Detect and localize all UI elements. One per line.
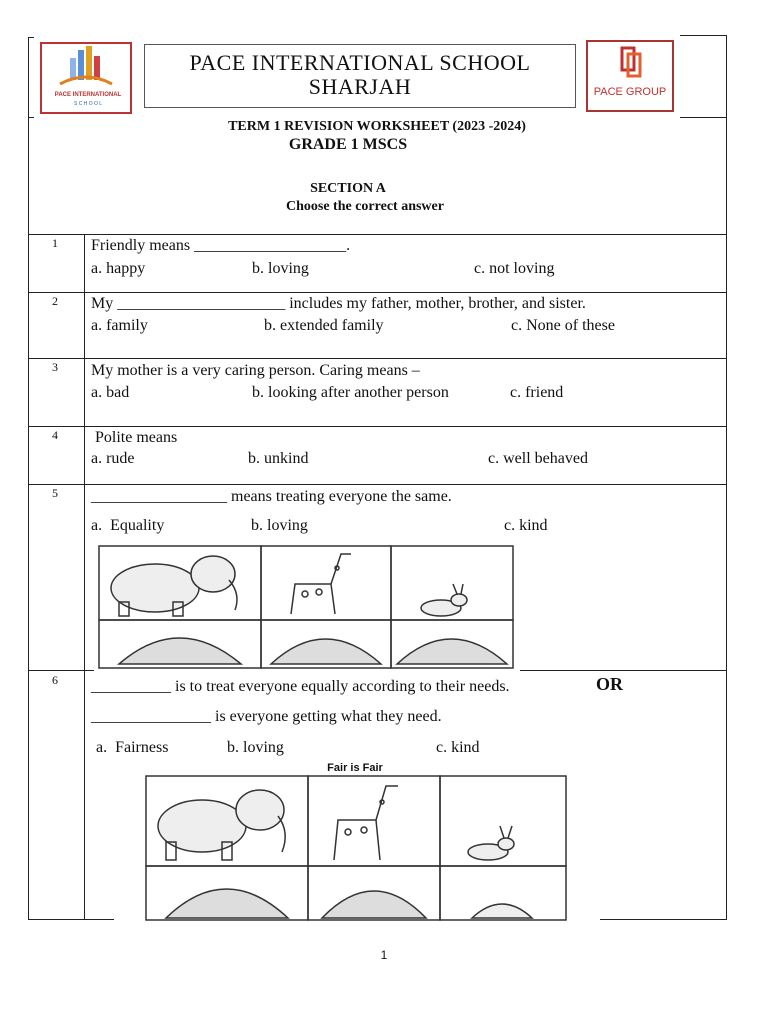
pace-group-icon [588, 42, 672, 86]
fairness-illustration [122, 760, 588, 922]
option-a: a. happy [91, 260, 146, 277]
option-c: c. kind [504, 517, 548, 534]
option-b: b. loving [251, 517, 308, 534]
figure-title: Fair is Fair [327, 762, 383, 774]
question-number: 1 [52, 236, 58, 250]
option-a: a. family [91, 317, 148, 334]
school-logo [40, 42, 132, 114]
question-text: My mother is a very caring person. Caring means – [91, 362, 420, 379]
page-number: 1 [380, 948, 388, 962]
option-a: a. rude [91, 450, 135, 467]
option-c: c. friend [510, 384, 564, 401]
option-b: b. unkind [248, 450, 309, 467]
question-text: Friendly means ___________________. [91, 237, 351, 254]
school-name-line2: SHARJAH [308, 74, 412, 99]
question-number: 2 [52, 294, 58, 308]
equality-illustration [95, 544, 517, 670]
school-name-box [144, 44, 576, 108]
question-number: 6 [52, 673, 58, 687]
logo-text: PACE INTERNATIONAL [54, 92, 122, 98]
question-number: 5 [52, 486, 58, 500]
option-b: b. extended family [264, 317, 384, 334]
question-number: 4 [52, 428, 58, 442]
grade-title: GRADE 1 MSCS [288, 136, 408, 153]
option-c: c. None of these [511, 317, 615, 334]
school-name-line1: PACE INTERNATIONAL SCHOOL [189, 50, 531, 75]
group-logo-text: PACE GROUP [593, 86, 667, 98]
option-b: b. loving [227, 739, 284, 756]
option-a: a. Fairness [96, 739, 169, 756]
option-a: a. Equality [91, 517, 165, 534]
option-c: c. kind [436, 739, 480, 756]
group-logo [586, 40, 674, 112]
section-title: SECTION A [310, 181, 386, 196]
worksheet-title: TERM 1 REVISION WORKSHEET (2023 -2024) [228, 119, 526, 134]
question-text-2: _______________ is everyone getting what they need. [91, 708, 442, 725]
logo-subtext: S C H O O L [73, 101, 103, 107]
option-b: b. looking after another person [252, 384, 449, 401]
or-label: OR [596, 674, 623, 694]
option-b: b. loving [252, 260, 309, 277]
instruction: Choose the correct answer [286, 199, 444, 214]
option-c: c. not loving [474, 260, 555, 277]
question-text: My _____________________ includes my father, mother, brother, and sister. [91, 295, 586, 312]
option-c: c. well behaved [488, 450, 588, 467]
option-a: a. bad [91, 384, 130, 401]
question-text: _________________ means treating everyone the same. [91, 488, 452, 505]
question-text: __________ is to treat everyone equally according to their needs. [91, 678, 510, 695]
question-number: 3 [52, 360, 58, 374]
question-text: Polite means [95, 429, 178, 446]
